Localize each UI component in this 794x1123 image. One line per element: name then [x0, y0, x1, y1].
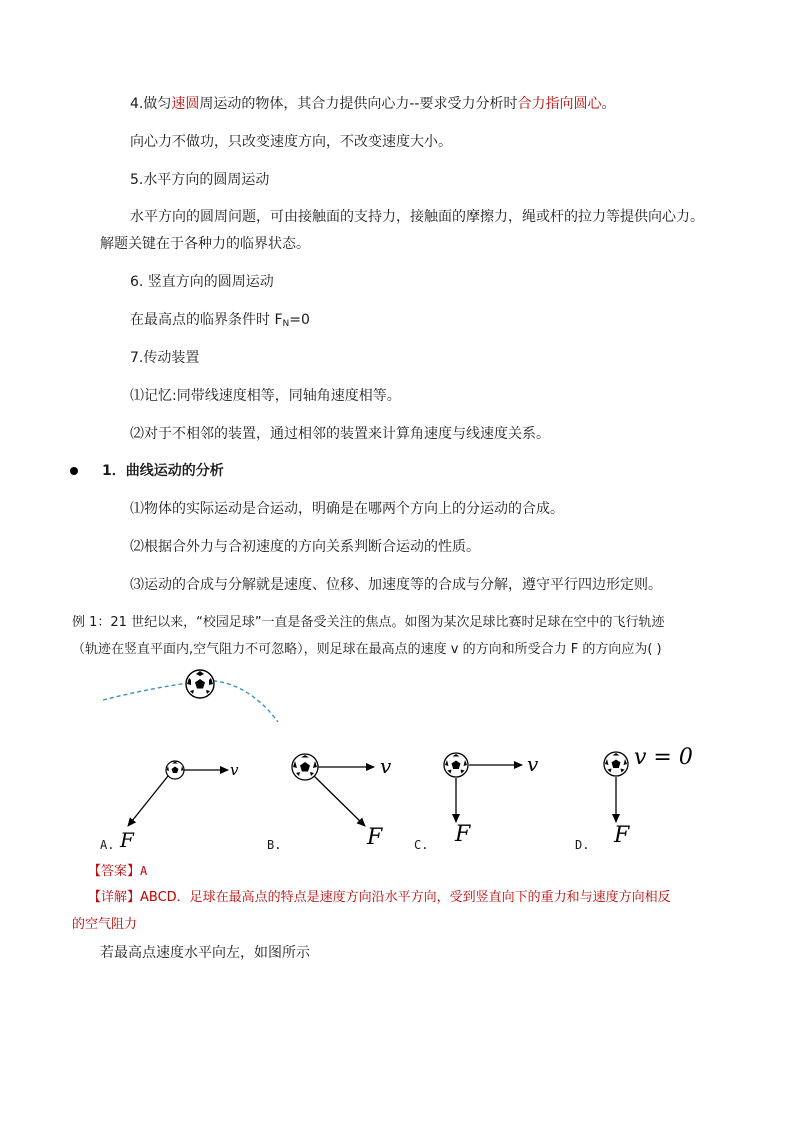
- option-d-f-label: F: [614, 823, 630, 848]
- option-d-v-label: v = 0: [634, 745, 693, 770]
- item-6-title: 6. 竖直方向的圆周运动: [130, 274, 274, 290]
- item-4-prefix: 4.做匀: [130, 96, 172, 112]
- option-b-diagram: [292, 754, 392, 850]
- answer-line: [88, 861, 147, 882]
- topic-heading: 1．曲线运动的分析: [102, 463, 224, 479]
- topic-point-3: ⑶运动的合成与分解就是速度、位移、加速度等的合成与分解，遵守平行四边形定则。: [130, 577, 662, 593]
- option-a-f-label: F: [120, 828, 134, 852]
- item-4-highlight-2: 合力指向圆心: [517, 96, 602, 112]
- detail-line-2: 的空气阻力: [72, 917, 138, 932]
- item-4-highlight-1: 速圆: [171, 96, 200, 112]
- option-b-f-label: F: [367, 825, 383, 850]
- bullet-icon: [70, 467, 78, 475]
- example-line-1: 例 1：21 世纪以来，“校园足球”一直是备受关注的焦点。如图为某次足球比赛时足球在空中的飞行轨迹: [72, 615, 665, 630]
- option-a-diagram: [119, 761, 239, 852]
- answer-value: A: [140, 864, 148, 878]
- option-d-diagram: [604, 745, 693, 848]
- soccer-ball-icon: [604, 752, 628, 776]
- topic-point-2: ⑵根据合外力与合初速度的方向关系判断合运动的性质。: [130, 539, 480, 555]
- example-line-2: （轨迹在竖直平面内,空气阻力不可忽略），则足球在最高点的速度 v 的方向和所受合力 F 的方向应为( ): [72, 642, 662, 657]
- option-a-label: A.: [100, 838, 115, 852]
- options-figure: [0, 740, 794, 860]
- item-5-body-1: 水平方向的圆周问题，可由接触面的支持力，接触面的摩擦力，绳或杆的拉力等提供向心力。: [130, 209, 704, 225]
- item-7-title: 7.传动装置: [130, 350, 200, 366]
- item-4-mid: 周运动的物体，其合力提供向心力--要求受力分析时: [199, 96, 518, 112]
- item-6-body: 在最高点的临界条件时 $F_N=0$: [130, 312, 310, 329]
- item-5-body-2: 解题关键在于各种力的临界状态。: [100, 236, 310, 252]
- item-4-note: 向心力不做功，只改变速度方向，不改变速度大小。: [130, 134, 452, 150]
- soccer-ball-icon: [292, 754, 318, 780]
- item-4-line: [130, 94, 615, 114]
- item-5-title: 5.水平方向的圆周运动: [130, 172, 270, 188]
- topic-point-1: ⑴物体的实际运动是合运动，明确是在哪两个方向上的分运动的合成。: [130, 501, 564, 517]
- item-4-suffix: 。: [601, 96, 616, 112]
- detail-tag: 【详解】: [88, 890, 141, 905]
- option-d-label: D.: [575, 838, 590, 852]
- option-c-f-label: F: [455, 822, 471, 847]
- item-7-point-1: ⑴记忆:同带线速度相等，同轴角速度相等。: [130, 388, 401, 404]
- option-a-v-label: v: [230, 761, 239, 779]
- option-c-label: C.: [414, 838, 429, 852]
- soccer-ball-icon: [444, 753, 468, 777]
- detail-text-1: ABCD．足球在最高点的特点是速度方向沿水平方向，受到竖直向下的重力和与速度方向相反: [140, 890, 671, 905]
- option-c-v-label: v: [527, 752, 539, 776]
- option-c-diagram: [444, 752, 539, 847]
- item-7-point-2: ⑵对于不相邻的装置，通过相邻的装置来计算角速度与线速度关系。: [130, 426, 550, 442]
- soccer-ball-icon: [186, 670, 214, 698]
- option-b-v-label: v: [380, 754, 392, 778]
- detail-line-1: [88, 888, 671, 908]
- soccer-ball-icon: [166, 761, 184, 779]
- followup-text: 若最高点速度水平向左，如图所示: [100, 945, 310, 961]
- answer-tag: 【答案】: [88, 864, 141, 879]
- option-b-label: B.: [267, 838, 282, 852]
